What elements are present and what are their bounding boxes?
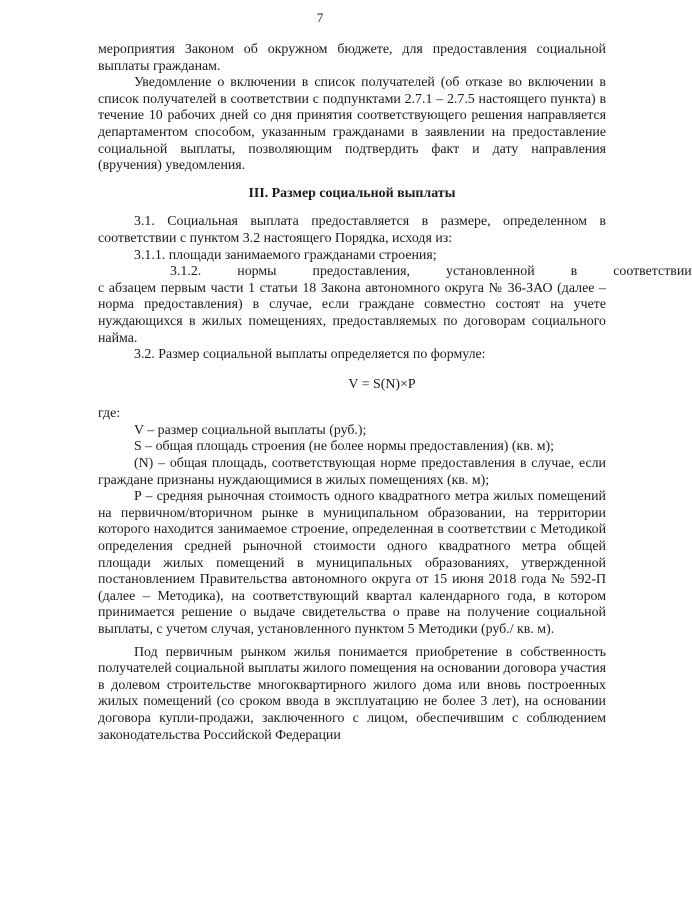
word: нормы [237, 264, 277, 280]
paragraph-budget: мероприятия Законом об окружном бюджете, для предоставления социальной выплаты гражданам. [98, 42, 606, 74]
paragraph-3-1-1: 3.1.1. площади занимаемого гражданами строения; [134, 247, 437, 263]
section-heading: III. Размер социальной выплаты [248, 185, 456, 201]
word: установленной [446, 264, 535, 280]
paragraph-3-1-2-first-line [98, 264, 692, 281]
paragraph-primary-market: Под первичным рынком жилья понимается приобретение в собственность получателей социальной выплаты жилого помещения на основании договора участия в долевом строительстве многоквартирного жилого дома или вновь построенных жилых помещений (со сроком ввода в эксплуатацию не более 3 лет), на основании договора купли-продажи, заключенного с лицом, обеспечившим с соблюдением законодательства Российской Федерации [98, 644, 606, 743]
paragraph-3-2: 3.2. Размер социальной выплаты определяется по формуле: [134, 347, 486, 363]
paragraph-notification: Уведомление о включении в список получателей (об отказе во включении в список получателей в соответствии с подпунктами 2.7.1 – 2.7.5 настоящего пункта) в течение 10 рабочих дней со дня принятия соответствующего решения направляется департаментом способом, указанным гражданами в заявлении на предоставление социальной выплаты, позволяющим подтвердить факт и дату направления (вручения) уведомления. [98, 75, 606, 174]
page-number: 7 [316, 10, 324, 25]
paragraph-3-1-2-rest: с абзацем первым части 1 статьи 18 Закона автономного округа № 36-ЗАО (далее – норма предоставления) в случае, если граждане совместно состоят на учете нуждающихся в жилых помещениях, предоставляемых по договорам социального найма. [98, 280, 606, 346]
word: в [570, 264, 578, 280]
word: предоставления, [312, 264, 411, 280]
word: 3.1.2. [170, 264, 202, 280]
word: соответствии [613, 264, 692, 280]
paragraph-3-1: 3.1. Социальная выплата предоставляется в размере, определенном в соответствии с пунктом 3.2 настоящего Порядка, исходя из: [98, 214, 606, 246]
definition-p: P – средняя рыночная стоимость одного квадратного метра жилых помещений на первичном/вторичном рынке в муниципальном образовании, на территории которого находится занимаемое строение, определенная в соответствии с Методикой определения средней рыночной стоимости одного квадратного метра общей площади жилых помещений в муниципальных образованиях, утвержденной постановлением Правительства автономного округа от 15 июня 2018 года № 592-П (далее – Методика), на соответствующий квартал календарного года, в котором принимается решение о выдаче свидетельства о праве на получение социальной выплаты, с учетом случая, установленного пунктом 5 Методики (руб./ кв. м). [98, 489, 606, 637]
definition-v: V – размер социальной выплаты (руб.); [134, 422, 367, 438]
document-body [98, 42, 692, 744]
definition-s: S – общая площадь строения (не более нормы предоставления) (кв. м); [134, 439, 555, 455]
where-label: где: [98, 406, 121, 422]
formula: V = S(N)×P [348, 376, 416, 392]
definition-n: (N) – общая площадь, соответствующая норме предоставления в случае, если граждане признаны нуждающимися в жилых помещениях (кв. м); [98, 456, 606, 488]
